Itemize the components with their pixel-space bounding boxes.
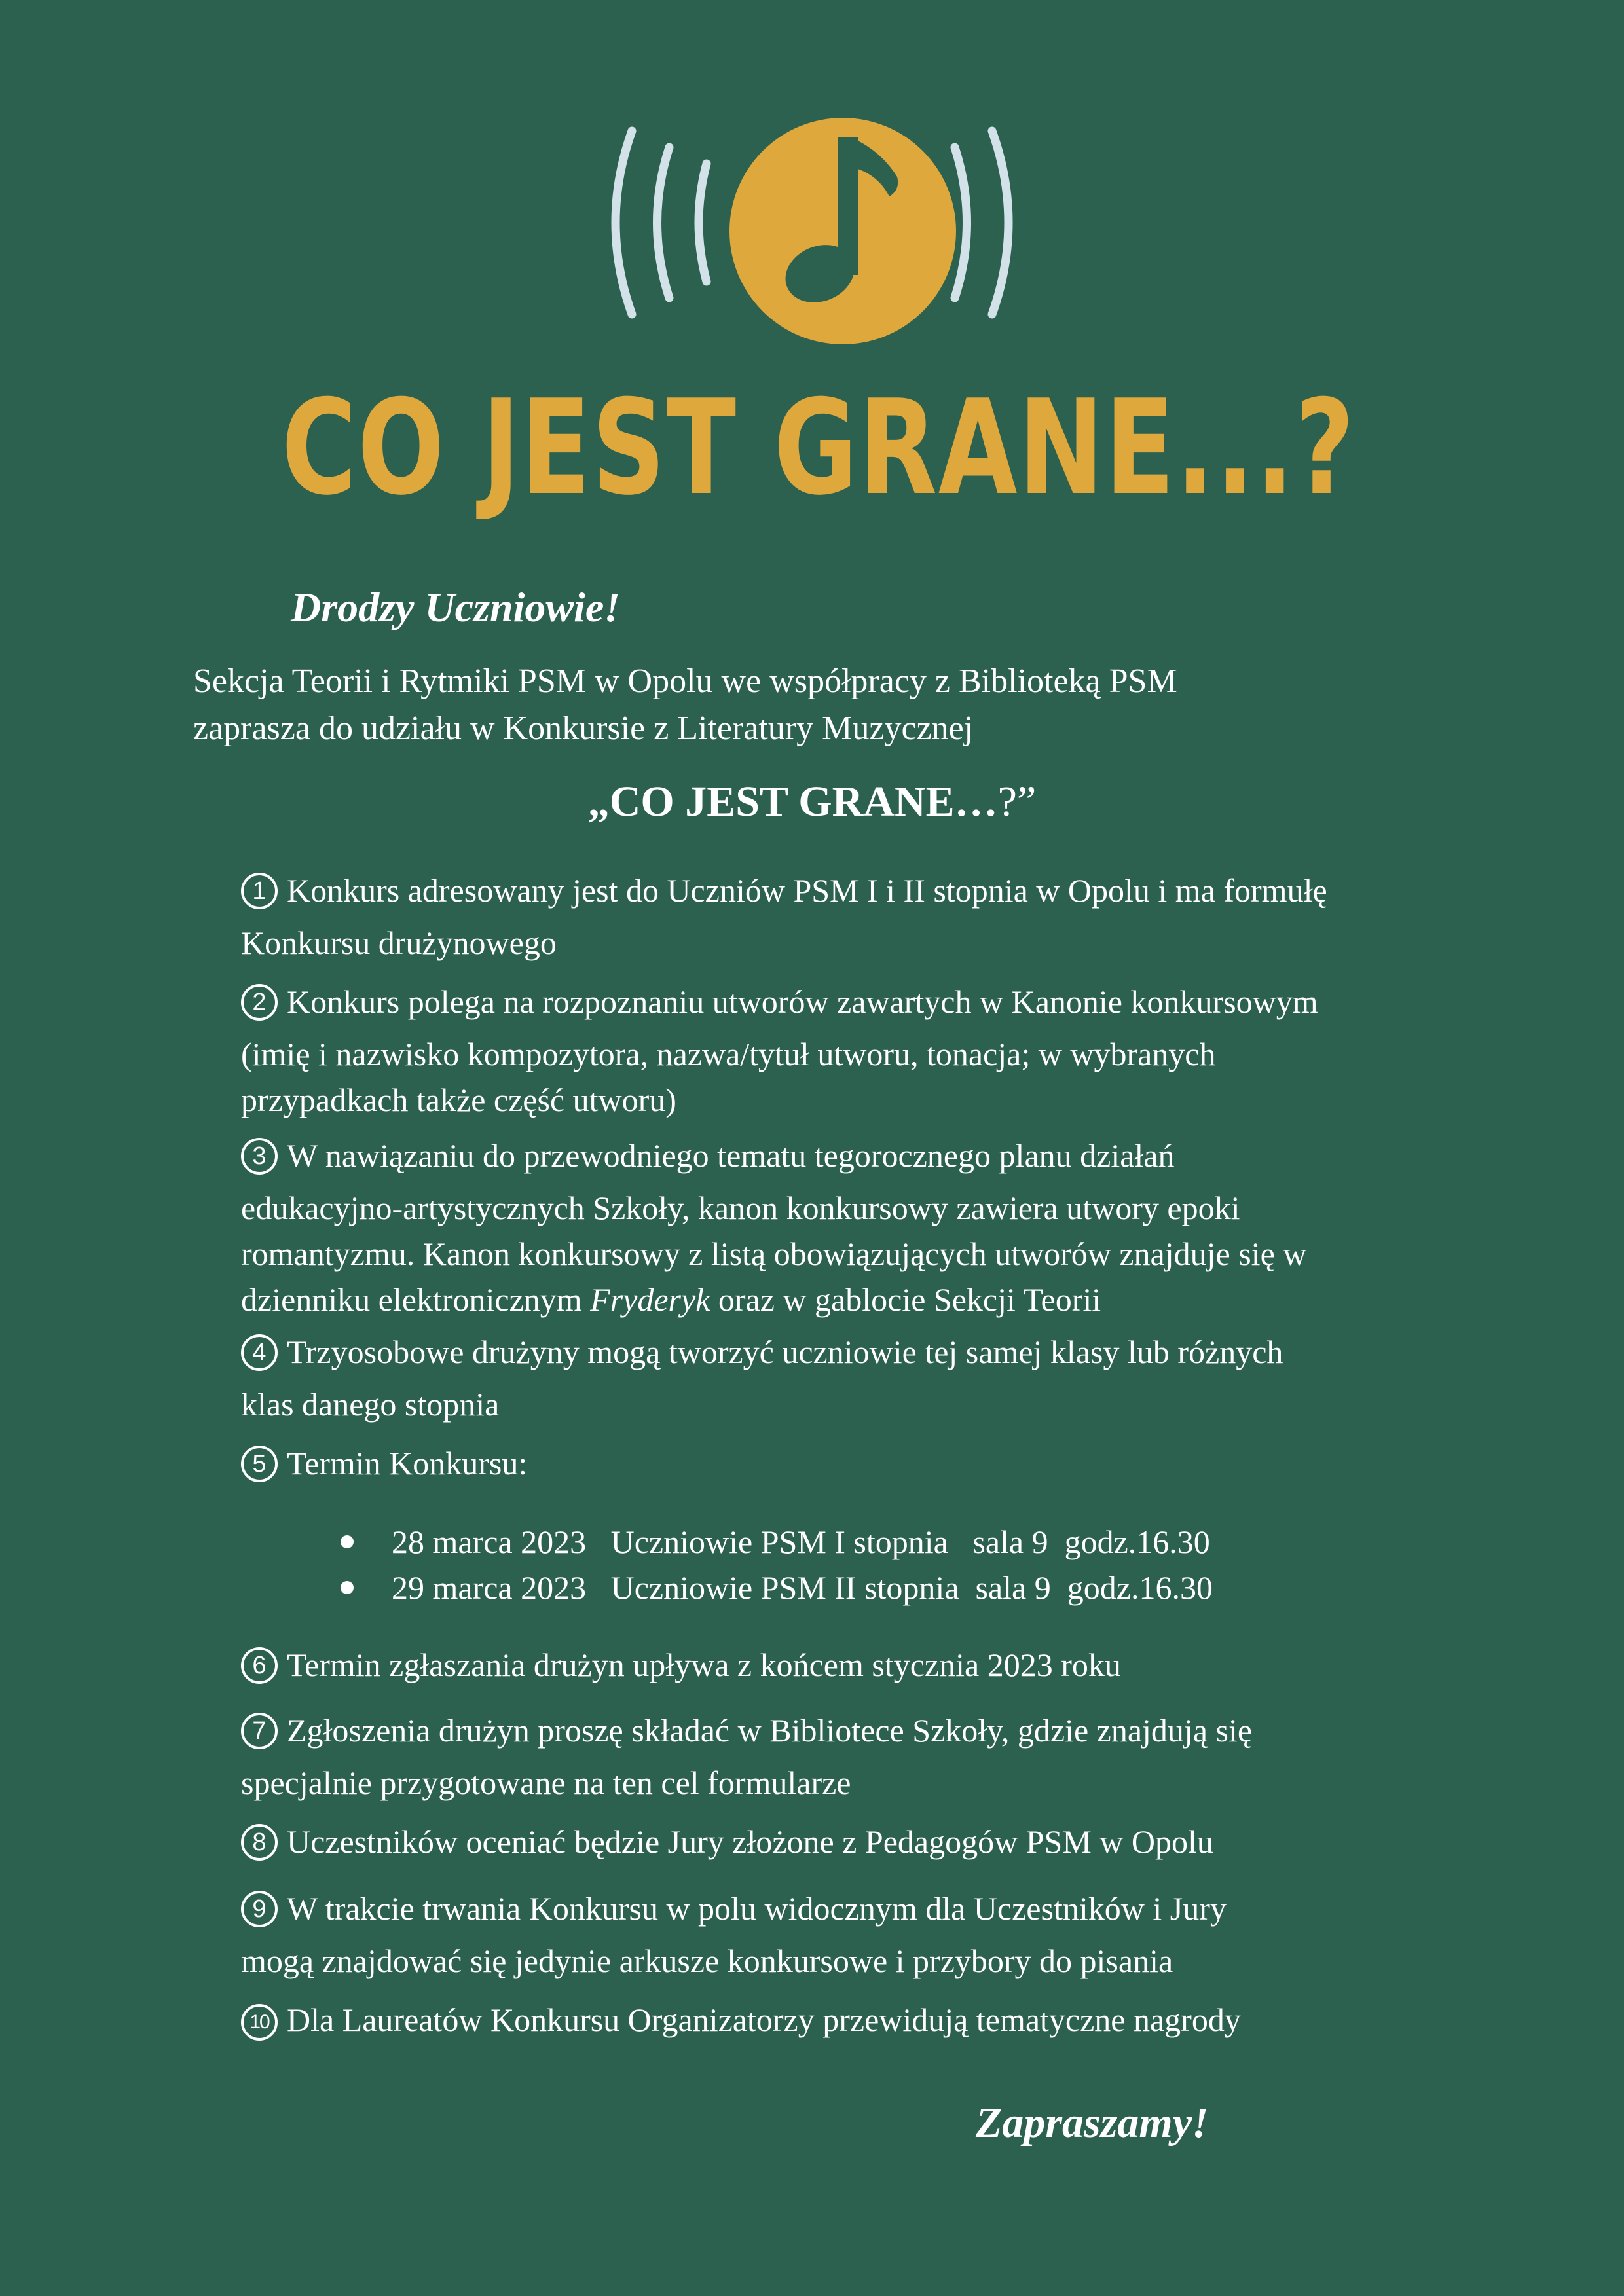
logo-title: CO JEST GRANE...? [281,372,1356,524]
number-badge: 4 [241,1334,278,1371]
rule-3: 3 W nawiązaniu do przewodniego tematu tegorocznego planu działań edukacyjno-artystycznych Szkoły, kanon konkursowy zawiera utwory epoki romantyzmu. Kanon konkursowy z listą obowiązujących utworów znajduje się w dzienniku elektronicznym Fryderyk oraz w gablocie Sekcji Teorii [241,1137,1307,1318]
list-item: 29 marca 2023 Uczniowie PSM II stopnia sala 9 godz.16.30 [341,1565,1213,1611]
number-badge: 5 [241,1446,278,1482]
contest-name-main: „CO JEST GRANE… [587,778,998,826]
number-badge: 1 [241,873,278,909]
bullet-icon [341,1581,354,1594]
music-note-icon [729,118,956,344]
list-item: 28 marca 2023 Uczniowie PSM I stopnia sala 9 godz.16.30 [341,1519,1213,1565]
rule-2: 2 Konkurs polega na rozpoznaniu utworów zawartych w Kanonie konkursowym (imię i nazwisko kompozytora, nazwa/tytuł utworu, tonacja; w wybranych przypadkach także część utworu) [241,983,1318,1118]
contest-name-end: ?” [997,778,1037,826]
rule-1: 1 Konkurs adresowany jest do Uczniów PSM I i II stopnia w Opolu i ma formułę Konkursu drużynowego [241,872,1327,961]
number-badge: 8 [241,1824,278,1861]
intro-line: Sekcja Teorii i Rytmiki PSM w Opolu we współpracy z Biblioteką PSM [193,663,1177,700]
rule-9: 9 W trakcie trwania Konkursu w polu widocznym dla Uczestników i Jury mogą znajdować się jedynie arkusze konkursowe i przybory do pisania [241,1890,1227,1979]
closing: Zapraszamy! [976,2099,1209,2147]
dates-list [341,1519,1213,1611]
rule-4: 4 Trzyosobowe drużyny mogą tworzyć uczniowie tej samej klasy lub różnych klas danego stopnia [241,1334,1283,1423]
number-badge: 3 [241,1138,278,1175]
rule-7: 7 Zgłoszenia drużyn proszę składać w Bibliotece Szkoły, gdzie znajdują się specjalnie przygotowane na ten cel formularze [241,1712,1253,1801]
number-badge: 6 [241,1647,278,1684]
contest-name [0,773,1624,831]
intro-line: zaprasza do udziału w Konkursie z Literatury Muzycznej [193,710,974,747]
number-badge: 7 [241,1713,278,1749]
number-badge: 9 [241,1891,278,1927]
intro-text [193,658,1437,752]
bullet-icon [341,1535,354,1548]
number-badge: 10 [241,2004,278,2041]
greeting: Drodzy Uczniowie! [291,584,621,630]
rule-5: 5 Termin Konkursu: [241,1440,1472,1486]
rule-10: 10 Dla Laureatów Konkursu Organizatorzy przewidują tematyczne nagrody [241,1997,1472,2043]
number-badge: 2 [241,984,278,1021]
rule-8: 8 Uczestników oceniać będzie Jury złożone z Pedagogów PSM w Opolu [241,1819,1472,1865]
rule-6: 6 Termin zgłaszania drużyn upływa z końcem stycznia 2023 roku [241,1642,1472,1688]
